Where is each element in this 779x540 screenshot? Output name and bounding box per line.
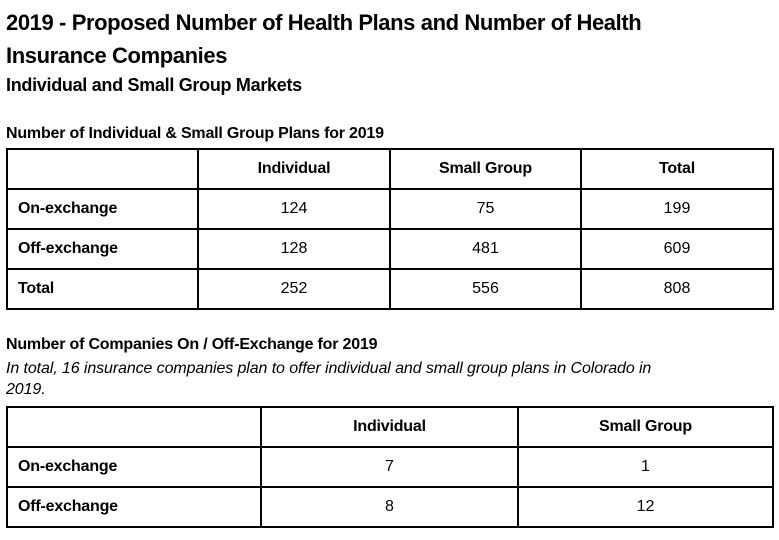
plans-on-exchange-individual: 124 (198, 189, 390, 229)
plans-header-small-group: Small Group (390, 149, 581, 189)
companies-table-caption: Number of Companies On / Off-Exchange for 2019 (6, 336, 378, 353)
plans-row-label-off-exchange: Off-exchange (7, 229, 198, 269)
plans-table (6, 148, 774, 310)
table-row (7, 447, 773, 487)
plans-on-exchange-total: 199 (581, 189, 773, 229)
page-title-line-1: 2019 - Proposed Number of Health Plans and Number of Health (6, 10, 642, 35)
companies-note-line-1: In total, 16 insurance companies plan to offer individual and small group plans in Colorado in (6, 360, 652, 377)
plans-total-individual: 252 (198, 269, 390, 309)
table-row (7, 269, 773, 309)
companies-on-exchange-individual: 7 (261, 447, 518, 487)
companies-off-exchange-individual: 8 (261, 487, 518, 527)
companies-table (6, 406, 774, 528)
companies-header-individual: Individual (261, 407, 518, 447)
companies-row-label-on-exchange: On-exchange (7, 447, 261, 487)
table-row (7, 189, 773, 229)
table-row (7, 229, 773, 269)
companies-off-exchange-small-group: 12 (518, 487, 773, 527)
page-title (6, 6, 772, 72)
plans-table-header-row (7, 149, 773, 189)
companies-note (6, 358, 772, 400)
plans-table-caption: Number of Individual & Small Group Plans for 2019 (6, 125, 384, 142)
companies-row-label-off-exchange: Off-exchange (7, 487, 261, 527)
table-row (7, 487, 773, 527)
plans-header-total: Total (581, 149, 773, 189)
plans-off-exchange-individual: 128 (198, 229, 390, 269)
page-title-line-2: Insurance Companies (6, 43, 228, 68)
plans-off-exchange-total: 609 (581, 229, 773, 269)
plans-row-label-total: Total (7, 269, 198, 309)
plans-header-blank (7, 149, 198, 189)
plans-total-total: 808 (581, 269, 773, 309)
companies-header-small-group: Small Group (518, 407, 773, 447)
companies-note-line-2: 2019. (6, 381, 46, 398)
plans-on-exchange-small-group: 75 (390, 189, 581, 229)
companies-table-header-row (7, 407, 773, 447)
companies-header-blank (7, 407, 261, 447)
page-subtitle: Individual and Small Group Markets (6, 75, 302, 95)
companies-on-exchange-small-group: 1 (518, 447, 773, 487)
plans-header-individual: Individual (198, 149, 390, 189)
plans-total-small-group: 556 (390, 269, 581, 309)
plans-off-exchange-small-group: 481 (390, 229, 581, 269)
plans-row-label-on-exchange: On-exchange (7, 189, 198, 229)
